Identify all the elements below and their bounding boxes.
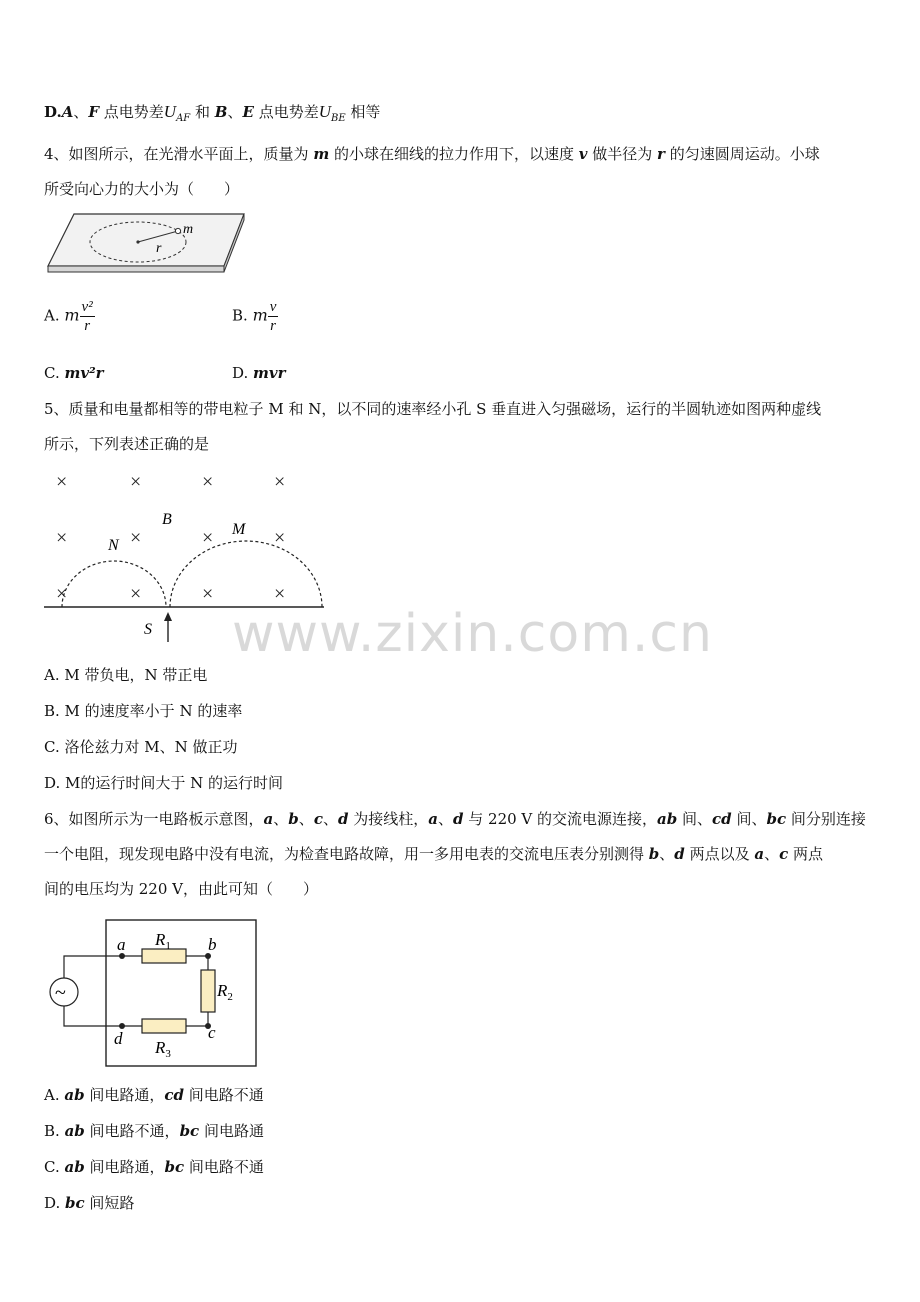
q5-stem-line2: 所示，下列表述正确的是 [44,435,210,453]
fraction: $\frac{\text{v²}}{r}$ [81,299,93,334]
cross-mark: × [56,527,68,549]
resistor-R3-label: $R_3$ [155,1038,171,1060]
resistor-R2 [201,970,215,1012]
q5-fig-B-label: B [162,511,172,528]
q6-option-c[interactable]: C. ab 间电路通，bc 间电路不通 [44,1158,264,1176]
cross-mark: × [202,471,214,493]
terminal-d-label: d [114,1029,123,1048]
resistor-R1-label: $R_1$ [155,930,171,952]
q5-option-c[interactable]: C. 洛伦兹力对 M、N 做正功 [44,738,238,756]
cross-mark: × [274,471,286,493]
resistor-R1 [142,949,186,963]
resistor-R2-label: $R_2$ [217,981,233,1003]
q4-option-b[interactable]: B. m $\frac{v}{r}$ [232,299,277,334]
q6-stem-line2: 一个电阻，现发现电路中没有电流，为检查电路故障，用一多用电表的交流电压表分别测得 b、d 两点以及 a、c 两点 [44,845,824,863]
q4-figure [44,208,254,278]
q4-fig-m-label: m [183,222,194,237]
terminal-a-label: a [117,935,126,954]
q4-option-c[interactable]: C. mv²r [44,364,104,382]
q4-stem-line1: 4、如图所示，在光滑水平面上，质量为 m 的小球在细线的拉力作用下，以速度 v 做半径为 r 的匀速圆周运动。小球 [44,145,820,163]
q6-circuit-figure [44,912,264,1072]
q5-stem-line1: 5、质量和电量都相等的带电粒子 M 和 N，以不同的速率经小孔 S 垂直进入匀强磁场，运行的半圆轨迹如图两种虚线 [44,400,822,418]
q6-stem-line3: 间的电压均为 220 V，由此可知（ ） [44,880,319,898]
q5-fig-M-label: M [232,521,246,538]
q4-stem-line2: 所受向心力的大小为（ ） [44,180,240,198]
q6-stem-line1: 6、如图所示为一电路板示意图，a、b、c、d 为接线柱，a、d 与 220 V 的交流电源连接，ab 间、cd 间、bc 间分别连接 [44,810,866,828]
cross-mark: × [56,471,68,493]
resistor-R3 [142,1019,186,1033]
q4-fig-r-label: r [156,241,162,256]
cross-mark: × [56,583,68,605]
cross-mark: × [202,583,214,605]
q6-option-b[interactable]: B. ab 间电路不通，bc 间电路通 [44,1122,264,1140]
terminal-b-label: b [208,935,217,954]
watermark: www.zixin.com.cn [232,604,713,664]
cross-mark: × [202,527,214,549]
q5-option-d[interactable]: D. M的运行时间大于 N 的运行时间 [44,774,284,792]
cross-mark: × [274,583,286,605]
cross-mark: × [130,471,142,493]
cross-mark: × [130,527,142,549]
q5-fig-S-label: S [144,621,152,638]
q6-option-a[interactable]: A. ab 间电路通，cd 间电路不通 [44,1086,264,1104]
q4-option-a[interactable]: A. m $\frac{\text{v²}}{r}$ [44,299,93,334]
cross-mark: × [274,527,286,549]
ac-source-symbol: ~ [55,982,66,1004]
q3-option-d[interactable]: D.A、F 点电势差$U_{AF}$ 和 B、E 点电势差$U_{BE}$ 相等 [44,102,381,124]
q4-option-d[interactable]: D. mvr [232,364,286,382]
terminal-c-label: c [208,1023,216,1042]
q5-option-a[interactable]: A. M 带负电，N 带正电 [44,666,208,684]
q5-option-b[interactable]: B. M 的速度率小于 N 的速率 [44,702,243,720]
q6-option-d[interactable]: D. bc 间短路 [44,1194,135,1212]
q5-fig-N-label: N [108,537,119,554]
q5-figure [40,466,330,646]
q5-field-crosses [56,471,285,605]
fraction: $\frac{v}{r}$ [269,299,277,334]
cross-mark: × [130,583,142,605]
